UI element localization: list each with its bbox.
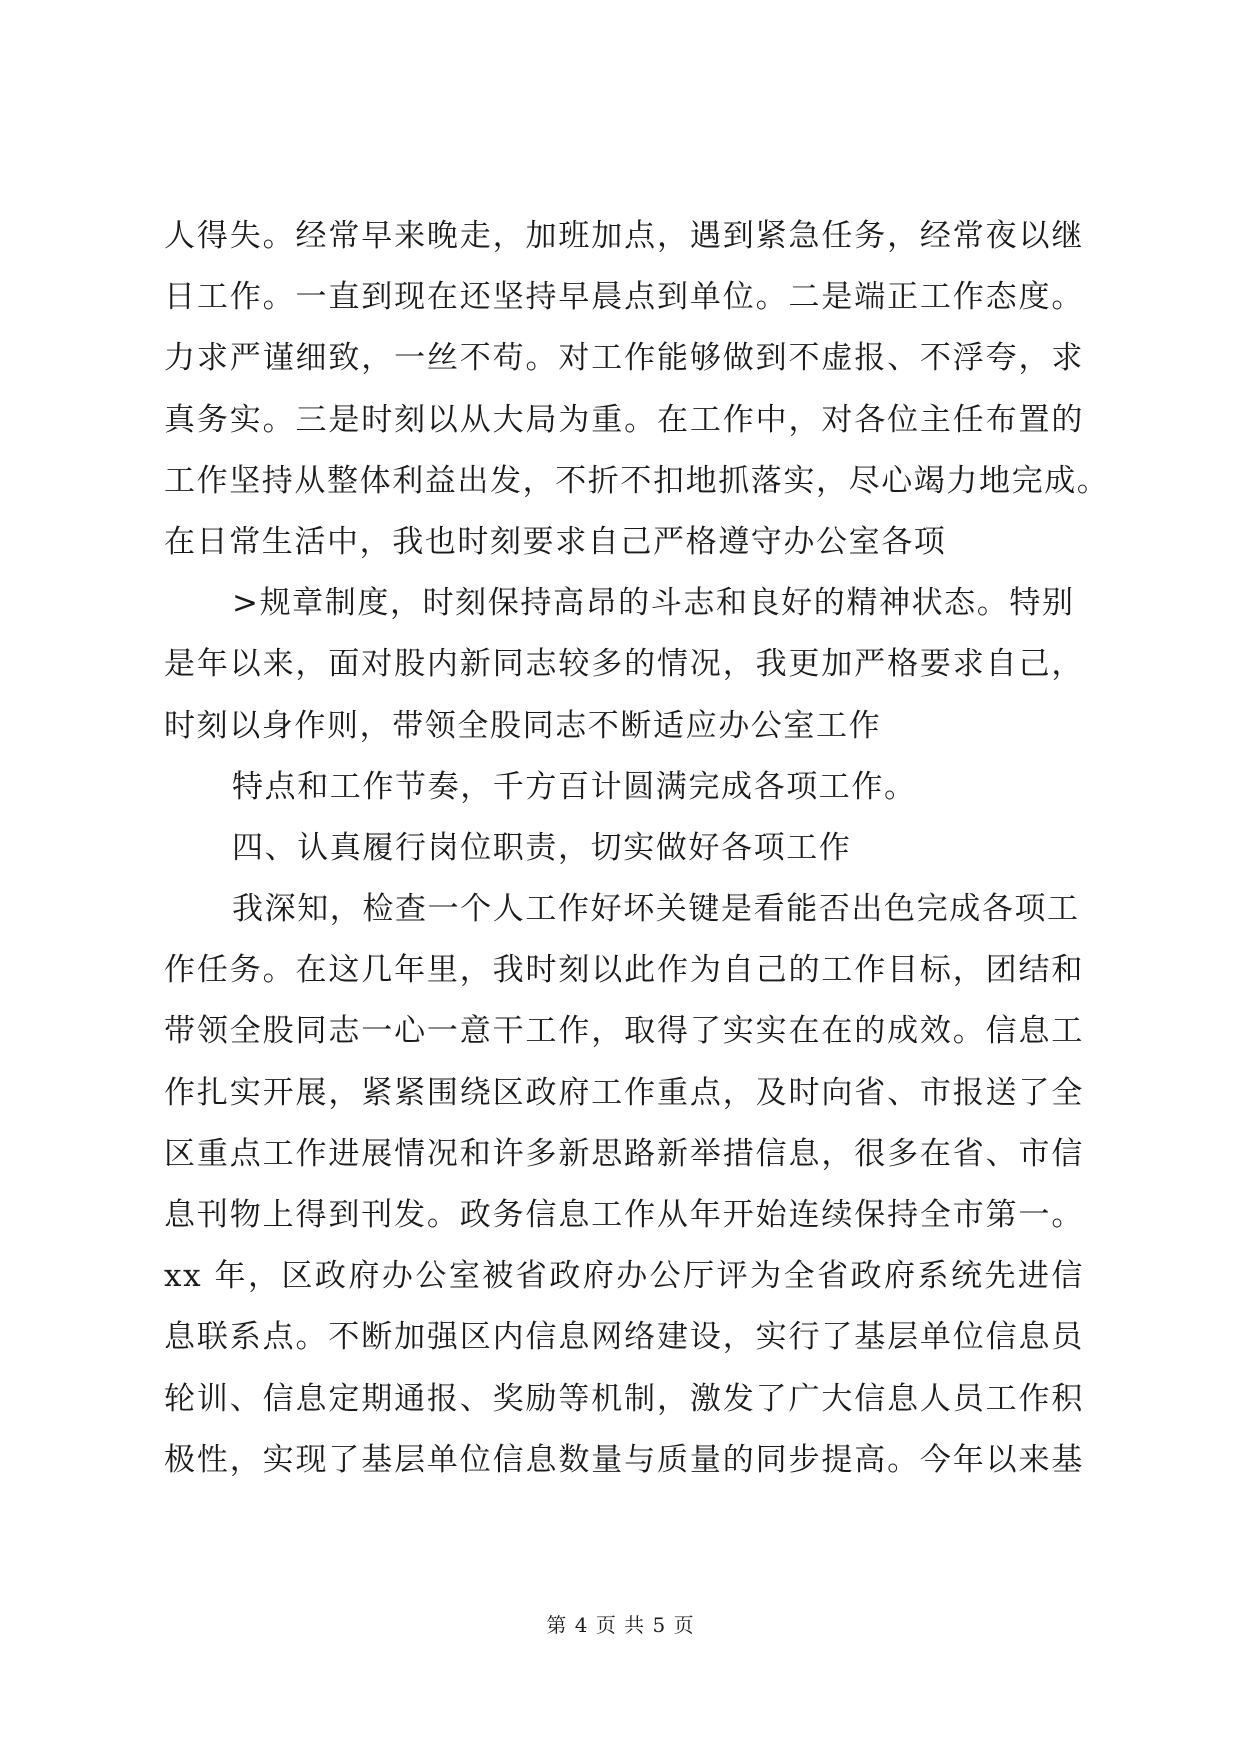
text-line: 在日常生活中，我也时刻要求自己严格遵守办公室各项 [164,523,947,560]
text-line: 作任务。在这几年里，我时刻以此作为自己的工作目标，团结和 [164,952,1084,989]
text-line: 极性，实现了基层单位信息数量与质量的同步提高。今年以来基 [164,1441,1084,1478]
text-line: 息刊物上得到刊发。政务信息工作从年开始连续保持全市第一。 [164,1197,1084,1233]
text-line: 轮训、信息定期通报、奖励等机制，激发了广大信息人员工作积 [164,1380,1084,1417]
text-line: 我深知，检查一个人工作好坏关键是看能否出色完成各项工 [232,891,1080,928]
text-line: 人得失。经常早来晚走，加班加点，遇到紧急任务，经常夜以继 [164,218,1084,254]
page-number-footer: 第 4 页 共 5 页 [546,1613,695,1637]
text-line: 日工作。一直到现在还坚持早晨点到单位。二是端正工作态度。 [164,279,1084,316]
text-line: 特点和工作节奏，千方百计圆满完成各项工作。 [232,768,917,805]
section-heading: 四、认真履行岗位职责，切实做好各项工作 [232,829,852,866]
text-line: 力求严谨细致，一丝不苟。对工作能够做到不虚报、不浮夸，求 [164,340,1084,377]
text-line: xx 年，区政府办公室被省政府办公厅评为全省政府系统先进信 [164,1258,1084,1295]
text-line: 是年以来，面对股内新同志较多的情况，我更加严格要求自己， [164,646,1084,683]
text-line: 息联系点。不断加强区内信息网络建设，实行了基层单位信息员 [164,1319,1084,1356]
document-body [164,206,1110,1491]
text-line: >规章制度，时刻保持高昂的斗志和良好的精神状态。特别 [232,585,1075,622]
text-line: 区重点工作进展情况和许多新思路新举措信息，很多在省、市信 [164,1135,1084,1172]
text-line: 工作坚持从整体利益出发，不折不扣地抓落实，尽心竭力地完成。 [164,462,1110,499]
text-line: 时刻以身作则，带领全股同志不断适应办公室工作 [164,707,882,744]
text-line: 带领全股同志一心一意干工作，取得了实实在在的成效。信息工 [164,1013,1084,1050]
text-line: 作扎实开展，紧紧围绕区政府工作重点，及时向省、市报送了全 [164,1074,1084,1111]
text-line: 真务实。三是时刻以从大局为重。在工作中，对各位主任布置的 [164,401,1084,438]
